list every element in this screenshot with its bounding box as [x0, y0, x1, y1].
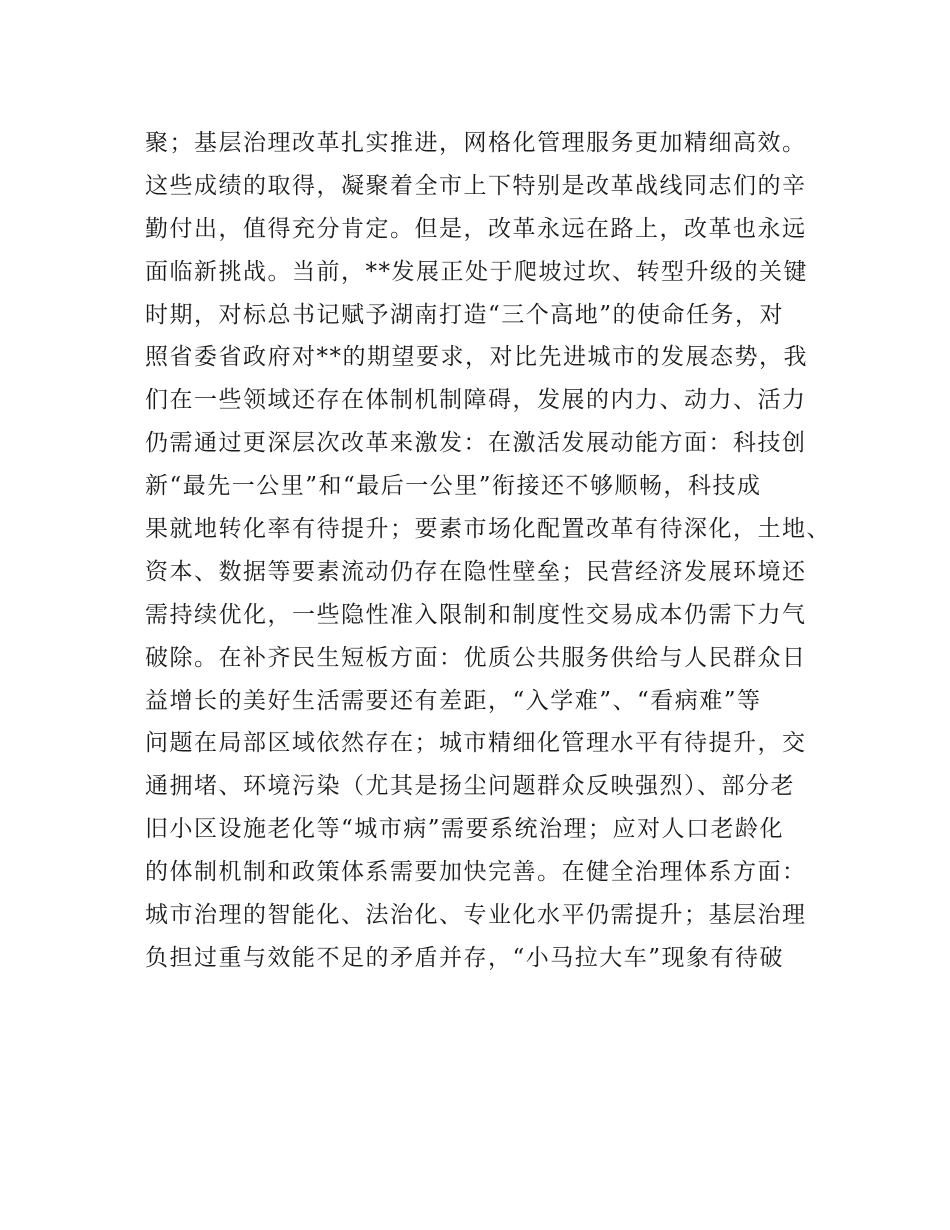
body-paragraph: [145, 122, 831, 980]
text-line: 这些成绩的取得，凝聚着全市上下特别是改革战线同志们的辛: [145, 172, 807, 199]
text-line: 聚；基层治理改革扎实推进，网格化管理服务更加精细高效。: [145, 130, 807, 156]
text-line: 的体制机制和政策体系需要加快完善。在健全治理体系方面：: [145, 859, 807, 886]
text-line: 面临新挑战。当前，**发展正处于爬坡过坎、转型升级的关键: [145, 258, 808, 285]
text-line: 破除。在补齐民生短板方面：优质公共服务供给与人民群众日: [145, 644, 807, 671]
text-line: 仍需通过更深层次改革来激发：在激活发展动能方面：科技创: [145, 430, 807, 457]
text-line: 益增长的美好生活需要还有差距，“入学难”、“看病难”等: [145, 687, 762, 714]
text-line: 照省委省政府对**的期望要求，对比先进城市的发展态势，我: [145, 344, 808, 371]
text-line: 时期，对标总书记赋予湖南打造“三个高地”的使命任务，对: [145, 301, 785, 328]
text-line: 城市治理的智能化、法治化、专业化水平仍需提升；基层治理: [145, 902, 807, 929]
text-line: 旧小区设施老化等“城市病”需要系统治理；应对人口老龄化: [145, 816, 785, 843]
text-line: 果就地转化率有待提升；要素市场化配置改革有待深化，土地、: [145, 516, 831, 543]
text-line: 负担过重与效能不足的矛盾并存，“小马拉大车”现象有待破: [145, 944, 785, 971]
text-line: 通拥堵、环境污染（尤其是扬尘问题群众反映强烈）、部分老: [145, 773, 795, 800]
text-line: 需持续优化，一些隐性准入限制和制度性交易成本仍需下力气: [145, 601, 807, 628]
text-line: 问题在局部区域依然存在；城市精细化管理水平有待提升，交: [145, 730, 807, 757]
text-line: 新“最先一公里”和“最后一公里”衔接还不够顺畅，科技成: [145, 473, 762, 500]
text-line: 资本、数据等要素流动仍存在隐性壁垒；民营经济发展环境还: [145, 558, 807, 585]
text-line: 勤付出，值得充分肯定。但是，改革永远在路上，改革也永远: [145, 215, 807, 242]
text-line: 们在一些领域还存在体制机制障碍，发展的内力、动力、活力: [145, 387, 807, 414]
